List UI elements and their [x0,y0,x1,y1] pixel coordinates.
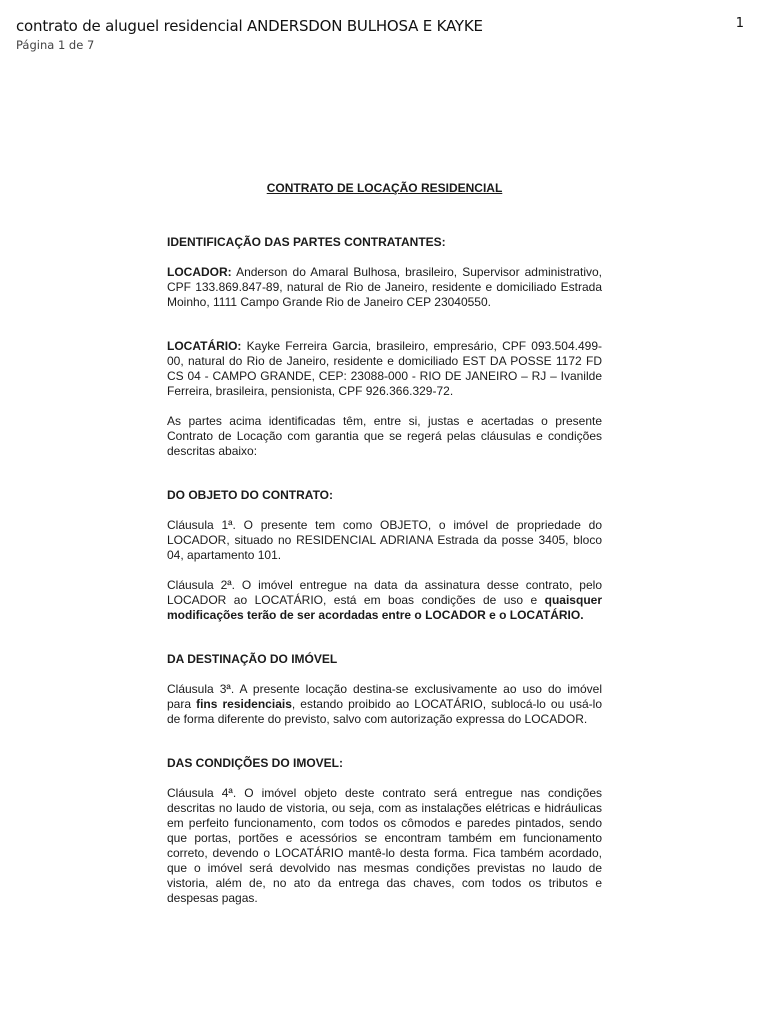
page-number: 1 [735,16,744,31]
paragraph-clause-1: Cláusula 1ª. O presente tem como OBJETO, o imóvel de propriedade do LOCADOR, situado no RESIDENCIAL ADRIANA Estrada da posse 3405, bloco 04, apartamento 101. [167,518,602,562]
section-heading-conditions: DAS CONDIÇÕES DO IMOVEL: [167,756,344,770]
paragraph-locador [167,265,602,310]
section-heading-destination: DA DESTINAÇÃO DO IMÓVEL [167,652,338,666]
page-indicator: Página 1 de 7 [16,38,95,52]
contract-title: CONTRATO DE LOCAÇÃO RESIDENCIAL [266,181,503,195]
clause-3-text-a: Cláusula 3ª. A presente locação destina-se exclusivamente ao uso do imóvel para [167,682,602,711]
locador-label: LOCADOR: [167,265,232,279]
clause-3-text-b: , estando proibido ao LOCATÁRIO, sublocá-lo ou usá-lo de forma diferente do previsto, salvo com autorização expressa do LOCADOR. [167,697,603,726]
locatario-text: Kayke Ferreira Garcia, brasileiro, empresário, CPF 093.504.499-00, natural do Rio de Janeiro, residente e domiciliado EST DA POSSE 1172 FD CS 04 - CAMPO GRANDE, CEP: 23088-000 - RIO DE JANEIRO – RJ – Ivanilde Ferreira, brasileira, pensionista, CPF 926.366.329-72. [167,339,602,398]
paragraph-clause-3 [167,682,602,727]
document-body [167,181,602,906]
clause-3-bold: fins residenciais [196,697,292,711]
locador-text: Anderson do Amaral Bulhosa, brasileiro, Supervisor administrativo, CPF 133.869.847-89, natural de Rio de Janeiro, residente e domiciliado Estrada Moinho, 1111 Campo Grande Rio de Janeiro CEP 23040550. [167,265,602,309]
paragraph-clause-2 [167,578,602,623]
section-heading-object: DO OBJETO DO CONTRATO: [167,488,334,502]
paragraph-clause-4: Cláusula 4ª. O imóvel objeto deste contrato será entregue nas condições descritas no laudo de vistoria, ou seja, com as instalações elétricas e hidráulicas em perfeito funcionamento, com todos os cômodos e paredes pintados, sendo que portas, portões e acessórios se encontram também em funcionamento correto, devendo o LOCATÁRIO mantê-lo desta forma. Fica também acordado, que o imóvel será devolvido nas mesmas condições previstas no laudo de vistoria, além de, no ato da entrega das chaves, com todos os tributos e despesas pagas. [167,786,602,905]
section-heading-parties: IDENTIFICAÇÃO DAS PARTES CONTRATANTES: [167,235,446,249]
paragraph-locatario [167,339,602,399]
paragraph-intro: As partes acima identificadas têm, entre si, justas e acertadas o presente Contrato de Locação com garantia que se regerá pelas cláusulas e condições descritas abaixo: [167,414,602,458]
locatario-label: LOCATÁRIO: [167,339,242,353]
clause-2-text: Cláusula 2ª. O imóvel entregue na data da assinatura desse contrato, pelo LOCADOR ao LOCATÁRIO, está em boas condições de uso e [167,578,602,607]
document-title: contrato de aluguel residencial ANDERSDON BULHOSA E KAYKE [16,17,483,35]
clause-2-bold: quaisquer modificações terão de ser acordadas entre o LOCADOR e o LOCATÁRIO. [167,593,602,622]
document-header [16,16,756,53]
